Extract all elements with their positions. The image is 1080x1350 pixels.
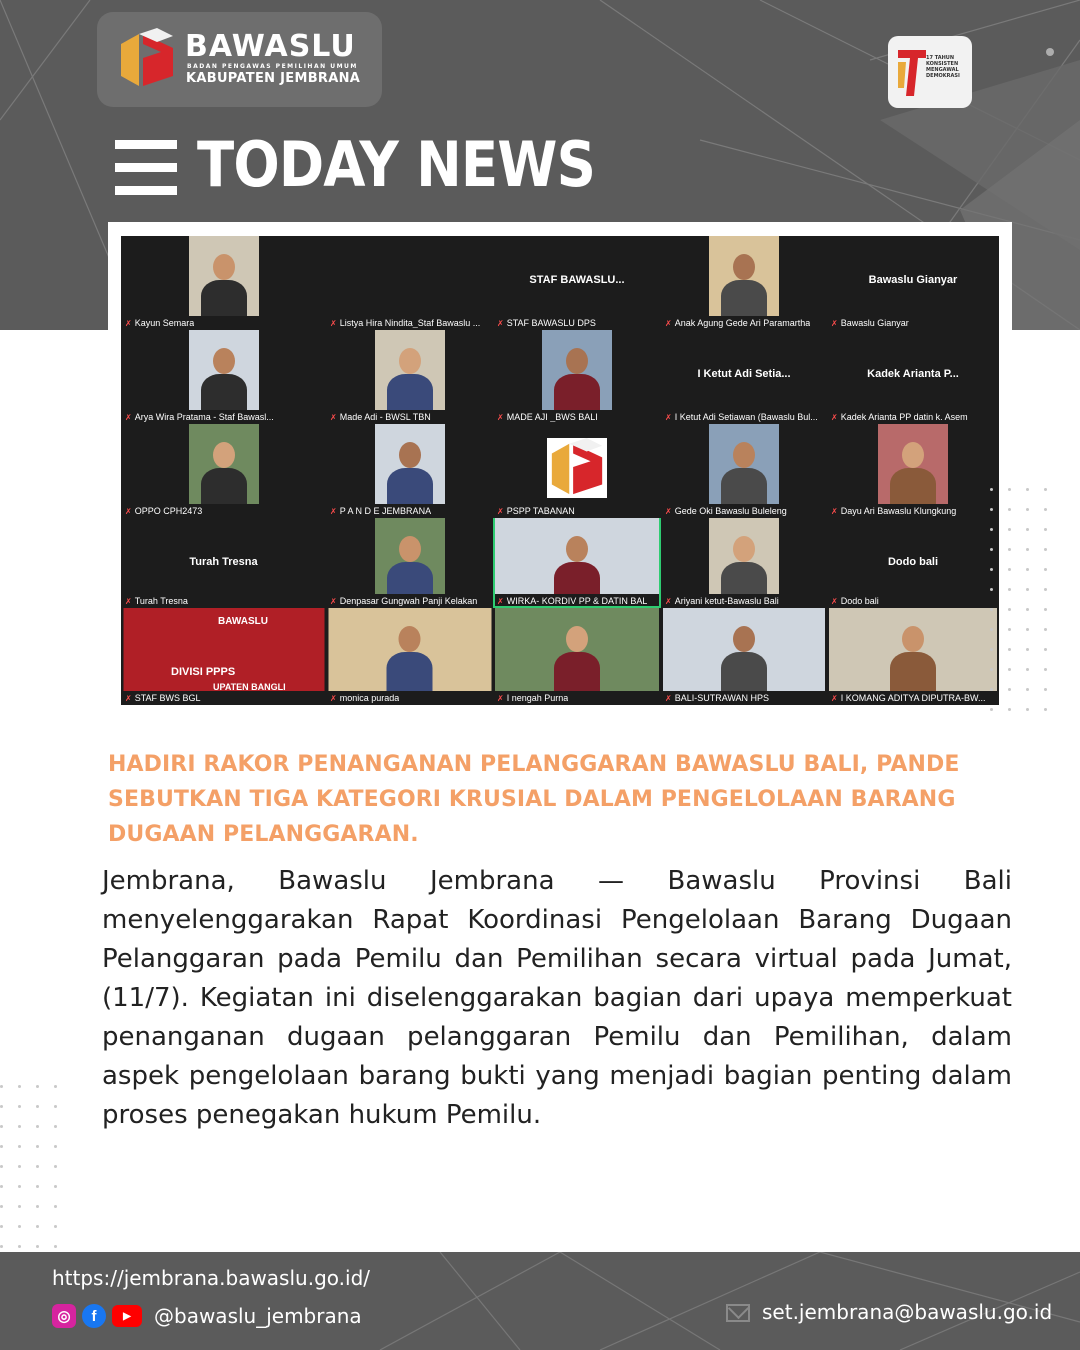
participant-name: ✗ STAF BAWASLU DPS [497,318,596,328]
participant-video [547,438,607,498]
dot [0,1245,3,1248]
person-body [387,468,433,504]
dot [1044,688,1047,691]
participant-display-name: I Ketut Adi Setia... [697,368,791,380]
participant-tile[interactable] [121,608,326,705]
participant-tile[interactable] [493,330,661,424]
participant-video [663,608,825,691]
dot [36,1145,39,1148]
person-body [201,468,247,504]
dot [54,1245,57,1248]
dot [990,688,993,691]
participant-name: ✗ Bawaslu Gianyar [831,318,909,328]
participant-video [495,608,659,691]
dot [990,708,993,711]
person-body [721,562,767,594]
participant-video [375,518,445,594]
badge-text: 17 TAHUN KONSISTEN MENGAWAL DEMOKRASI [926,55,960,79]
participant-tile[interactable] [827,424,999,518]
dot [1026,528,1029,531]
dot [0,1185,3,1188]
dot [1026,508,1029,511]
dot [1008,648,1011,651]
participant-tile[interactable] [121,518,326,608]
participant-video [709,518,779,594]
dot [18,1085,21,1088]
participant-video [328,608,491,691]
participant-video [375,424,445,504]
dot [1008,548,1011,551]
dot [990,508,993,511]
participant-name: ✗ monica purada [330,693,399,703]
participant-name: ✗ Made Adi - BWSL TBN [330,412,431,422]
participant-tile[interactable] [121,236,326,330]
participant-tile[interactable] [493,424,661,518]
footer [0,1252,1080,1350]
participant-tile[interactable] [661,424,827,518]
participant-name: ✗ MADE AJI _BWS BALI [497,412,598,422]
dot [0,1205,3,1208]
person-body [554,374,600,410]
participant-video [495,518,659,594]
dot [18,1145,21,1148]
participant-name: ✗ Turah Tresna [125,596,188,606]
dot [990,488,993,491]
bawaslu-logo-icon [117,28,177,90]
frame-gap [0,330,108,360]
dot [1026,648,1029,651]
dot [990,588,993,591]
dot [1008,668,1011,671]
dot [1026,588,1029,591]
dot [1044,588,1047,591]
page-title: TODAY NEWS [197,128,596,201]
person-head [399,626,421,652]
person-body [387,562,433,594]
youtube-icon[interactable]: ▶ [112,1305,142,1327]
participant-tile[interactable] [326,236,493,330]
participant-tile[interactable] [827,330,999,424]
brand-name: BAWASLU [185,29,356,64]
participant-video [123,608,324,691]
dot [990,668,993,671]
participant-name: ✗ WIRKA- KORDIV PP & DATIN BAL [497,596,647,606]
participant-display-name: Turah Tresna [189,556,258,568]
dot [990,608,993,611]
participant-tile[interactable] [326,518,493,608]
participant-name: ✗ Listya Hira Nindita_Staf Bawaslu ... [330,318,480,328]
dot [18,1205,21,1208]
participant-tile[interactable] [326,330,493,424]
participant-name: ✗ P A N D E JEMBRANA [330,506,431,516]
dot [36,1105,39,1108]
participant-display-name: Bawaslu Gianyar [868,274,958,286]
seventeen-years-icon [896,48,928,98]
dot [1008,588,1011,591]
dot-grid-decoration [990,488,1080,733]
dot [990,628,993,631]
person-body [890,652,936,691]
dot [1008,568,1011,571]
participant-video [878,424,948,504]
participant-video [375,330,445,410]
dot [1008,488,1011,491]
participant-video [709,424,779,504]
person-head [733,254,755,280]
participant-tile[interactable] [661,518,827,608]
dot [1026,708,1029,711]
dot [36,1225,39,1228]
dot [36,1245,39,1248]
participant-name: ✗ PSPP TABANAN [497,506,575,516]
dot [1044,608,1047,611]
person-head [399,348,421,374]
person-body [890,468,936,504]
participant-tile[interactable] [326,424,493,518]
participant-name: ✗ Gede Oki Bawaslu Buleleng [665,506,787,516]
participant-tile[interactable] [661,608,827,705]
person-head [733,626,755,652]
dot [54,1185,57,1188]
participant-tile[interactable] [827,236,999,330]
dot [54,1165,57,1168]
dot [54,1205,57,1208]
participant-name: ✗ STAF BWS BGL [125,693,201,703]
participant-display-name: Kadek Arianta P... [867,368,959,380]
participant-name: ✗ I Ketut Adi Setiawan (Bawaslu Bul... [665,412,818,422]
participant-video [829,608,997,691]
dot [1026,488,1029,491]
participant-tile[interactable] [121,330,326,424]
person-body [387,652,433,691]
person-body [721,468,767,504]
divisi-banner: DIVISI PPPS [171,666,236,678]
dot [54,1085,57,1088]
dot [18,1225,21,1228]
brand-region: KABUPATEN JEMBRANA [186,71,361,86]
dot [1044,568,1047,571]
dot [1026,668,1029,671]
article-body: Jembrana, Bawaslu Jembrana — Bawaslu Provinsi Bali menyelenggarakan Rapat Koordinasi Pengelolaan Barang Dugaan Pelanggaran pada Pemilu dan Pemilihan secara virtual pada Jumat, (11/7). Kegiatan ini diselenggarakan bagian dari upaya memperkuat penanganan dugaan pelanggaran Pemilu dan Pemilihan, dalam aspek pengelolaan barang bukti yang menjadi bagian penting dalam proses penegakan hukum Pemilu. [102,866,1012,1130]
person-head [213,442,235,468]
dot [0,1145,3,1148]
person-head [566,626,588,652]
person-head [213,254,235,280]
social-handle[interactable]: @bawaslu_jembrana [154,1304,362,1328]
mail-icon [726,1304,750,1322]
participant-name: ✗ Kayun Semara [125,318,194,328]
dot [18,1185,21,1188]
participant-video [542,330,612,410]
dot [1008,708,1011,711]
social-links [52,1304,362,1328]
dot [0,1105,3,1108]
facebook-icon[interactable]: f [82,1304,106,1328]
banner-region: UPATEN BANGLI [213,682,286,691]
participant-tile[interactable] [493,608,661,705]
participant-tile[interactable] [493,518,661,608]
participant-name: ✗ I nengah Purna [497,693,568,703]
person-body [554,562,600,594]
dot [0,1225,3,1228]
participant-video [189,330,259,410]
participant-tile[interactable] [493,236,661,330]
dot [18,1165,21,1168]
participant-name: ✗ BALI-SUTRAWAN HPS [665,693,769,703]
dot [1008,628,1011,631]
dot [990,528,993,531]
dot [1008,528,1011,531]
dot [18,1125,21,1128]
participant-name: ✗ Denpasar Gungwah Panji Kelakan [330,596,477,606]
dot [1044,508,1047,511]
dot [0,1085,3,1088]
person-head [733,536,755,562]
person-body [554,652,600,691]
participant-video [189,424,259,504]
dot [36,1165,39,1168]
dot [1044,648,1047,651]
person-head [566,348,588,374]
person-body [387,374,433,410]
dot [990,548,993,551]
person-head [733,442,755,468]
dot [36,1125,39,1128]
participant-name: ✗ Ariyani ketut-Bawaslu Bali [665,596,779,606]
dot [36,1085,39,1088]
participant-video [189,236,259,316]
person-head [902,442,924,468]
dot [1008,608,1011,611]
person-body [201,280,247,316]
participant-tile[interactable] [326,608,493,705]
dot [54,1125,57,1128]
dot [1044,708,1047,711]
dot [0,1125,3,1128]
participant-name: ✗ OPPO CPH2473 [125,506,202,516]
website-link[interactable]: https://jembrana.bawaslu.go.id/ [52,1266,370,1290]
person-body [201,374,247,410]
dot [54,1105,57,1108]
participant-name: ✗ Anak Agung Gede Ari Paramartha [665,318,810,328]
participant-tile[interactable] [661,236,827,330]
dot [1008,508,1011,511]
person-body [721,652,767,691]
dot [1026,548,1029,551]
dot [1044,548,1047,551]
brand-subtitle: BADAN PENGAWAS PEMILIHAN UMUM [187,63,358,70]
dot [1026,688,1029,691]
dot [1008,688,1011,691]
dot [1026,628,1029,631]
person-head [399,536,421,562]
participant-tile[interactable] [121,424,326,518]
brand-logo[interactable] [97,12,382,107]
dot [18,1245,21,1248]
participant-name: ✗ Kadek Arianta PP datin k. Asem [831,412,968,422]
participant-video [709,236,779,316]
dot [54,1145,57,1148]
dot [18,1105,21,1108]
dot [1044,488,1047,491]
person-head [213,348,235,374]
person-head [399,442,421,468]
bawaslu-logo-icon [547,438,607,498]
participant-name: ✗ Dodo bali [831,596,879,606]
dot [990,568,993,571]
participant-tile[interactable] [661,330,827,424]
person-head [566,536,588,562]
person-head [902,626,924,652]
dot [36,1205,39,1208]
dot [1044,628,1047,631]
dot [1026,608,1029,611]
participant-name: ✗ I KOMANG ADITYA DIPUTRA-BW... [831,693,986,703]
instagram-icon[interactable]: ◎ [52,1304,76,1328]
participant-display-name: Dodo bali [887,556,939,568]
participant-tile[interactable] [827,518,999,608]
banner-brand: BAWASLU [218,616,268,627]
dot [54,1225,57,1228]
person-body [721,280,767,316]
article-headline: HADIRI RAKOR PENANGANAN PELANGGARAN BAWASLU BALI, PANDE SEBUTKAN TIGA KATEGORI KRUSIAL DALAM PENGELOLAAN BARANG DUGAAN PELANGGARAN. [108,752,960,847]
participant-tile[interactable] [827,608,999,705]
participant-display-name: STAF BAWASLU... [529,274,625,286]
dot [1044,528,1047,531]
participant-name: ✗ Arya Wira Pratama - Staf Bawasl... [125,412,274,422]
dot [1026,568,1029,571]
dot [1044,668,1047,671]
dot [990,648,993,651]
zoom-meeting-screenshot [121,236,999,705]
email-link[interactable]: set.jembrana@bawaslu.go.id [762,1300,1053,1324]
anniversary-badge [888,36,972,108]
dot [36,1185,39,1188]
participant-name: ✗ Dayu Ari Bawaslu Klungkung [831,506,956,516]
dot [0,1165,3,1168]
menu-icon[interactable] [115,140,177,194]
